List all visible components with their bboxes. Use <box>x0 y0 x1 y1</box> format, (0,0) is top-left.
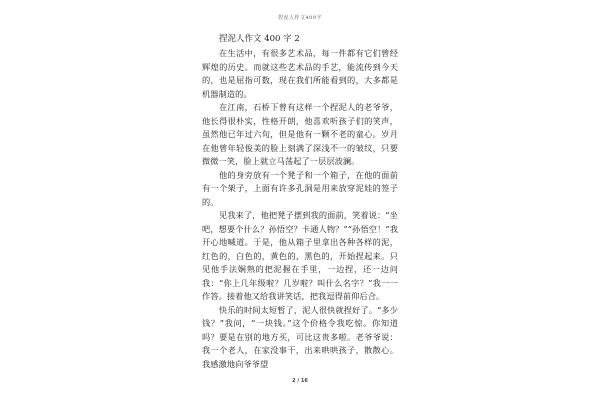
document-title: 捏泥人作文 400 字 2 <box>219 34 300 44</box>
paragraph: 在生活中，有很多艺术品，每一件都有它们曾经辉煌的历史。而就这些艺术品的手艺，能流传到今天的，也是屈指可数，现在我们所能看到的，大多都是机器制造的。 <box>202 48 398 99</box>
paragraph: 在江南，石桥下曾有这样一个捏泥人的老爷爷，他长得很朴实，性格开朗，他喜欢听孩子们的笑声，虽然他已年过六旬，但是他有一颗不老的童心。岁月在他曾年轻俊美的脸上刻满了深浅不一的皱纹，只要微微一笑，脸上就立马荡起了一层层波澜。 <box>202 102 398 166</box>
running-header: 捏泥人作文400字 <box>277 15 323 21</box>
paragraph: 见我来了，他把凳子摆到我的面前，笑着说：“坐吧，想要个什么？孙悟空？卡通人物？”“孙悟空！”我开心地喊道。于是，他从箱子里拿出各种各样的泥，红色的，白色的，黄色的，黑色的，开始捏起来。只见他手法娴熟的把泥握在手里，一边捏，还一边问我：“你上几年级啦？几岁啦？叫什么名字？”我一一作答。接着他又给我讲笑话，把我逗得前仰后合。 <box>202 210 398 301</box>
document-body <box>202 33 398 371</box>
paragraph: 他的身旁放有一个凳子和一个箱子，在他的面前有一个架子，上面有许多孔洞是用来放穿泥娃的签子的。 <box>202 169 398 207</box>
paragraph: 快乐的时间太短暂了，泥人很快就捏好了。“多少钱？”我问，“一块钱。”这个价格令我吃惊。你知道吗？要是在别的地方买，可比这贵多啦。老爷爷说：我一个老人，在家没事干，出来哄哄孩子，散散心。我感激地向爷爷望 <box>202 304 398 369</box>
page-number: 2 / 16 <box>292 378 308 384</box>
